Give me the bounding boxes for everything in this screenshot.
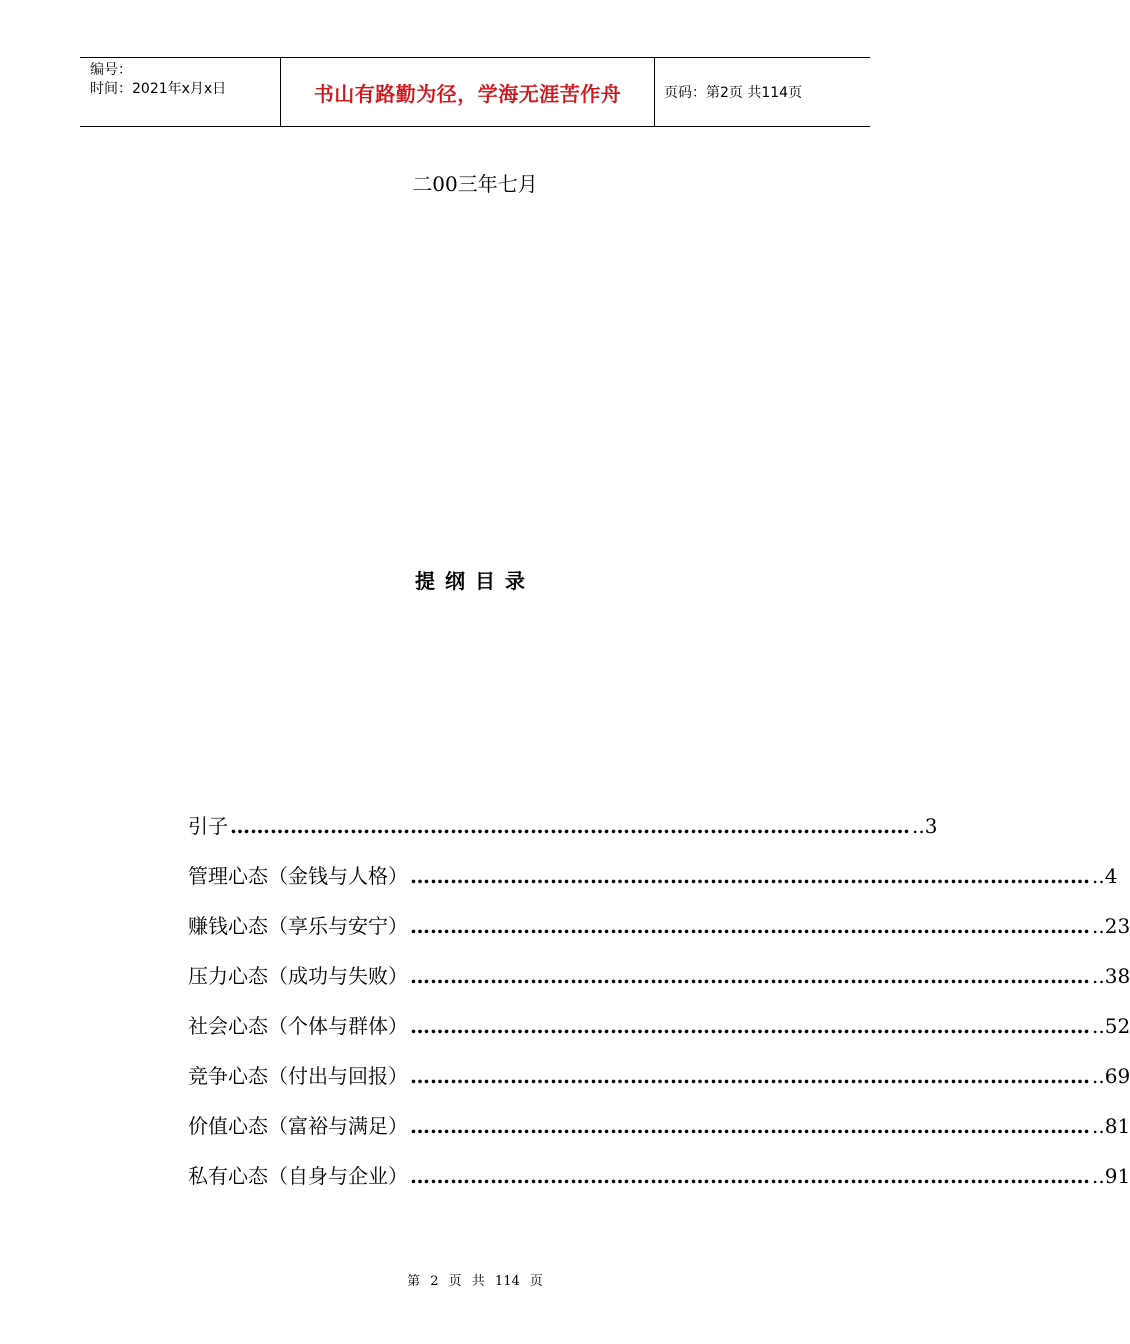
toc-entry-label: 赚钱心态（享乐与安宁） bbox=[188, 914, 408, 938]
toc-entry[interactable] bbox=[188, 1110, 1130, 1160]
toc-entry-page: ..52 bbox=[1092, 1014, 1130, 1038]
toc-entry-label: 压力心态（成功与失败） bbox=[188, 964, 408, 988]
toc-entry[interactable] bbox=[188, 1060, 1130, 1110]
toc-entry-label: 私有心态（自身与企业） bbox=[188, 1164, 408, 1188]
toc-leader-dots: ………………………………………………………………………………………… bbox=[410, 864, 1090, 888]
toc-leader-dots: ………………………………………………………………………………………… bbox=[410, 964, 1090, 988]
date-line: 二00三年七月 bbox=[412, 172, 538, 196]
time-label: 时间：2021年x月x日 bbox=[90, 81, 227, 97]
page-info: 页码：第2页 共114页 bbox=[664, 85, 803, 101]
toc-leader-dots: ………………………………………………………………………………………… bbox=[410, 1014, 1090, 1038]
toc-entry-page: ..69 bbox=[1092, 1064, 1130, 1088]
toc-entry-page: ..38 bbox=[1092, 964, 1130, 988]
toc-entry-page: ..91 bbox=[1092, 1164, 1130, 1188]
toc-leader-dots: ………………………………………………………………………………………… bbox=[410, 1164, 1090, 1188]
number-label: 编号： bbox=[90, 62, 132, 78]
toc-entry[interactable] bbox=[188, 810, 938, 860]
toc-entry-label: 价值心态（富裕与满足） bbox=[188, 1114, 408, 1138]
document-header bbox=[80, 57, 870, 127]
toc-entry[interactable] bbox=[188, 1160, 1130, 1210]
header-motto-cell bbox=[281, 58, 655, 126]
page-footer: 第 2 页 共 114 页 bbox=[407, 1274, 543, 1289]
toc-leader-dots: ………………………………………………………………………………………… bbox=[230, 814, 910, 838]
toc-entry[interactable] bbox=[188, 860, 1118, 910]
table-of-contents bbox=[188, 810, 1130, 1210]
toc-leader-dots: ………………………………………………………………………………………… bbox=[410, 914, 1090, 938]
toc-leader-dots: ………………………………………………………………………………………… bbox=[410, 1064, 1090, 1088]
toc-title: 提纲目录 bbox=[415, 569, 535, 593]
toc-entry[interactable] bbox=[188, 910, 1130, 960]
toc-entry-label: 引子 bbox=[188, 814, 228, 838]
toc-entry-page: ..4 bbox=[1092, 864, 1118, 888]
header-meta-cell bbox=[80, 58, 281, 126]
toc-entry-page: ..81 bbox=[1092, 1114, 1130, 1138]
toc-entry-label: 社会心态（个体与群体） bbox=[188, 1014, 408, 1038]
motto-text: 书山有路勤为径，学海无涯苦作舟 bbox=[313, 81, 622, 106]
toc-entry[interactable] bbox=[188, 1010, 1130, 1060]
toc-entry-label: 管理心态（金钱与人格） bbox=[188, 864, 408, 888]
toc-entry[interactable] bbox=[188, 960, 1130, 1010]
toc-entry-page: ..23 bbox=[1092, 914, 1130, 938]
toc-entry-page: ..3 bbox=[912, 814, 938, 838]
toc-entry-label: 竞争心态（付出与回报） bbox=[188, 1064, 408, 1088]
header-page-cell bbox=[655, 58, 870, 126]
toc-leader-dots: ………………………………………………………………………………………… bbox=[410, 1114, 1090, 1138]
